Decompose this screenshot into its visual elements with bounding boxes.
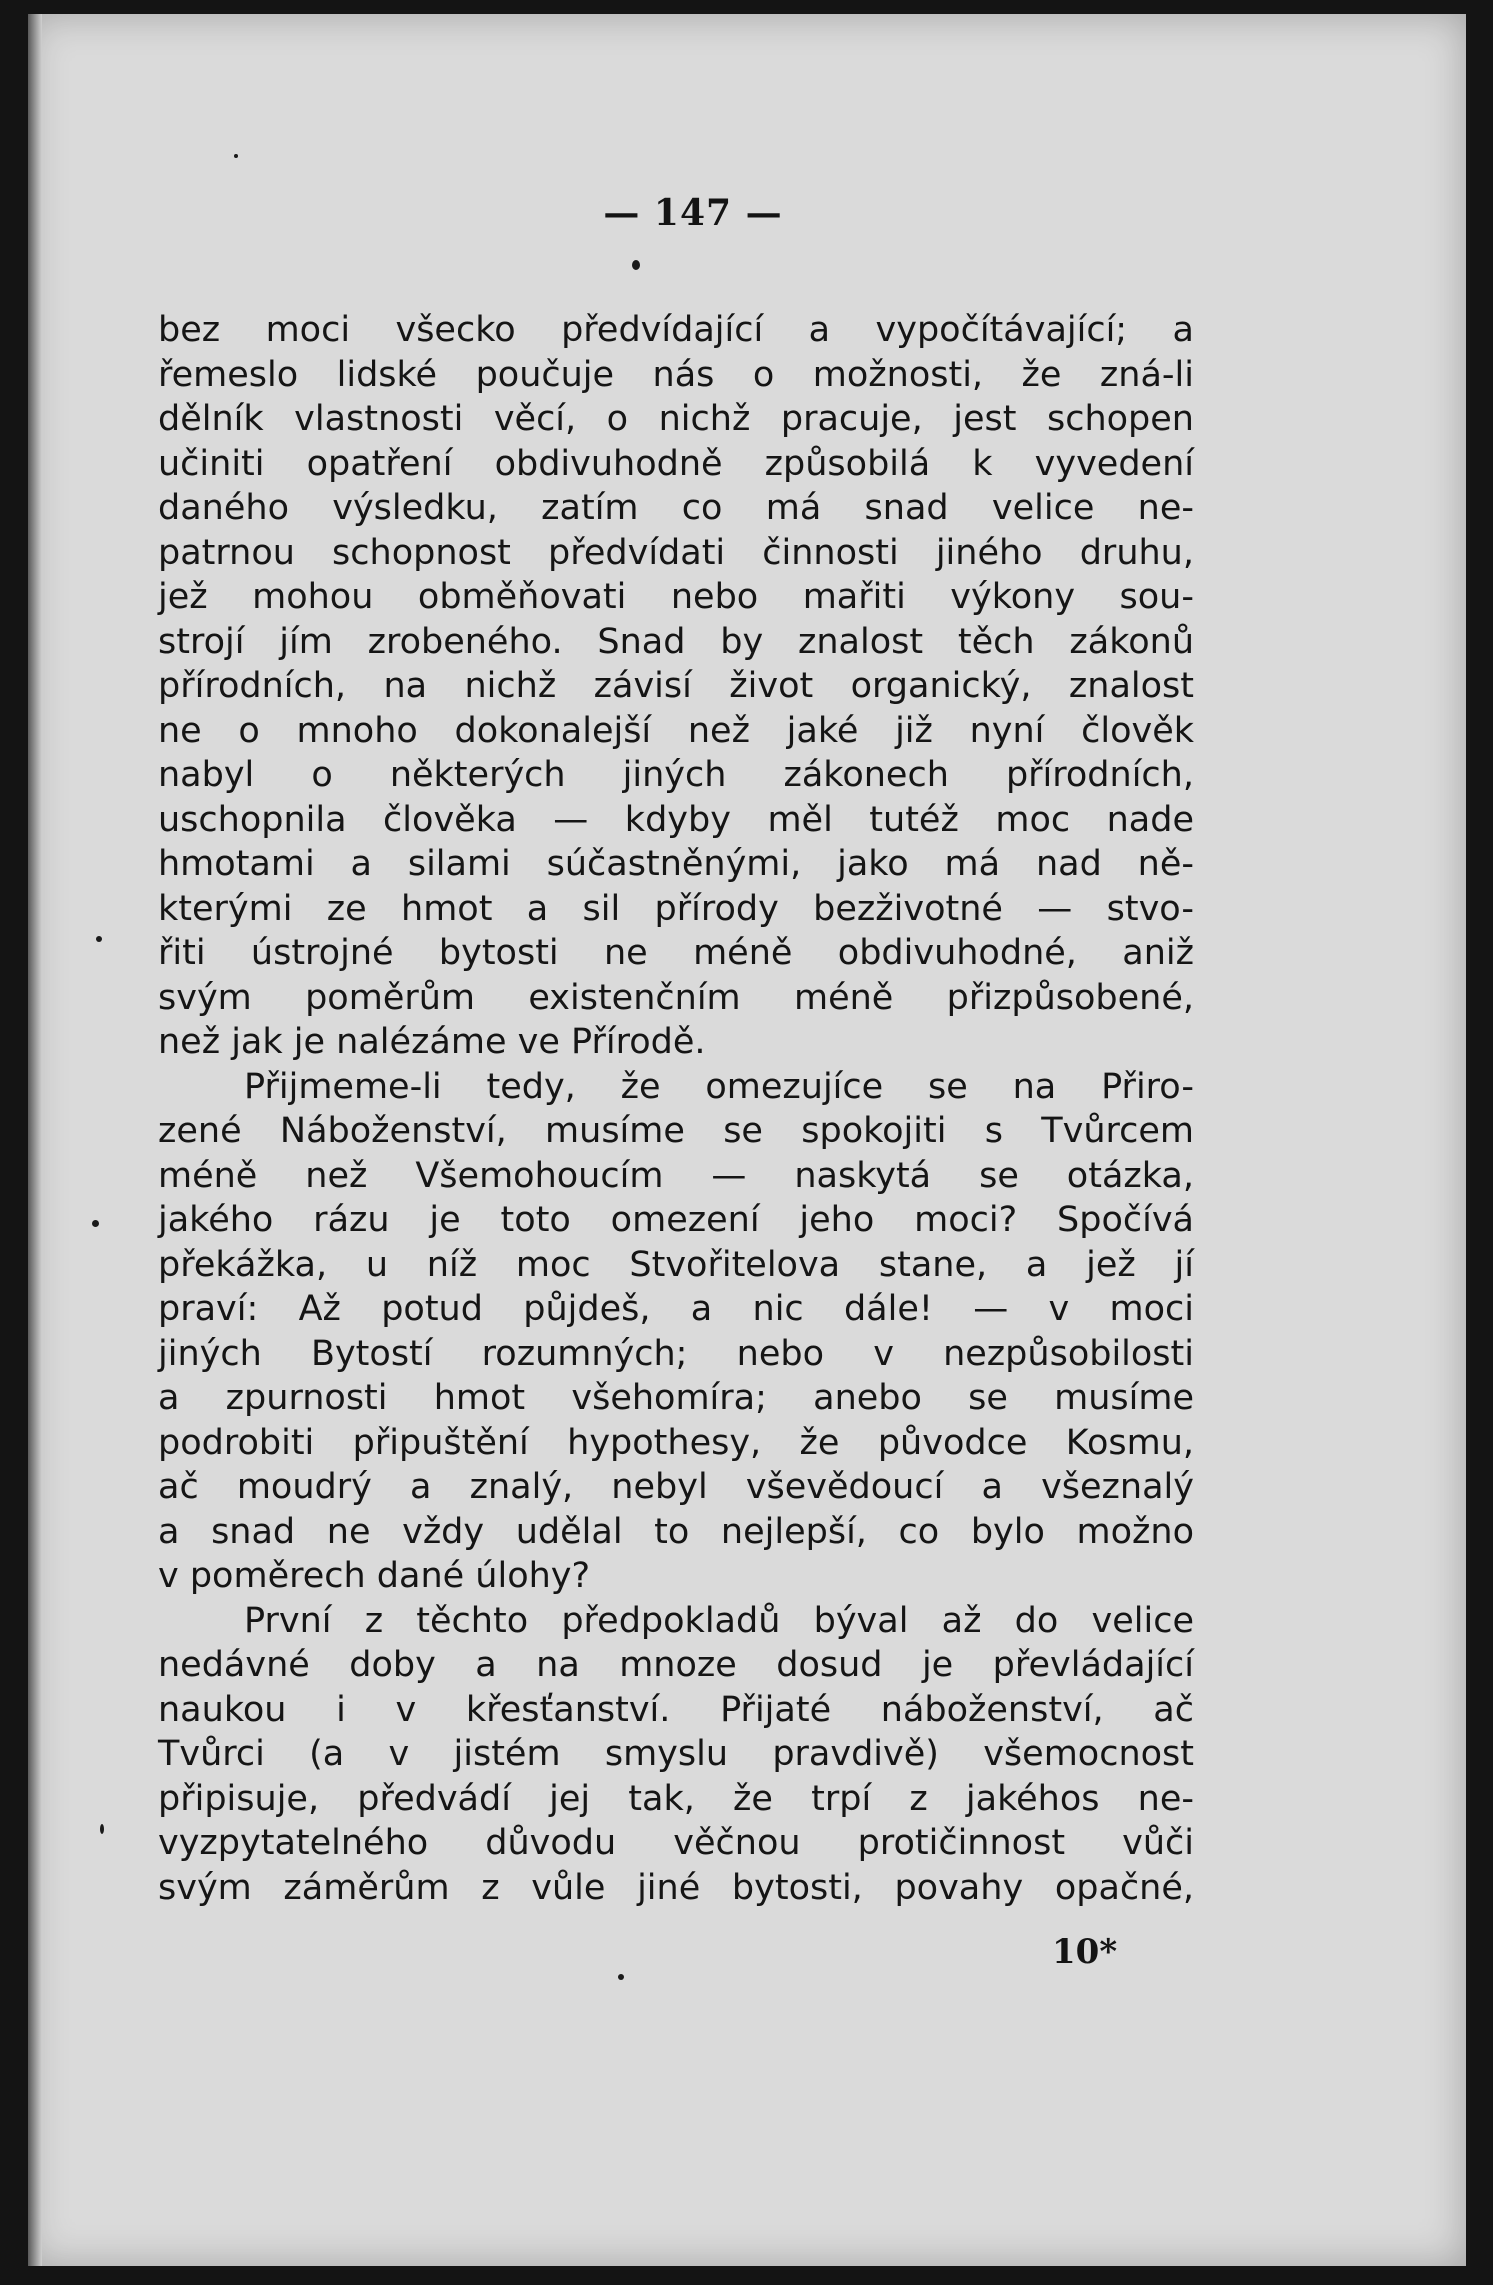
text-line: nabyl o některých jiných zákonech přírodních, [158, 755, 1194, 795]
text-line: zené Náboženství, musíme se spokojiti s Tvůrcem [158, 1111, 1194, 1151]
text-line: řiti ústrojné bytosti ne méně obdivuhodné, aniž [158, 933, 1194, 973]
text-line: uschopnila člověka — kdyby měl tutéž moc nade [158, 799, 1194, 840]
text-line: vyzpytatelného důvodu věčnou protičinnost vůči [158, 1823, 1194, 1863]
text-line: První z těchto předpokladů býval až do velice [244, 1600, 1194, 1641]
text-line: Přijmeme-li tedy, že omezujíce se na Přiro- [244, 1066, 1194, 1107]
text-line: patrnou schopnost předvídati činnosti jiného druhu, [158, 532, 1194, 573]
page-binding-edge [28, 14, 42, 2266]
text-line: kterými ze hmot a sil přírody bezživotné — stvo- [158, 888, 1194, 929]
text-line: překážka, u níž moc Stvořitelova stane, a jež jí [158, 1244, 1194, 1285]
text-line: strojí jím zrobeného. Snad by znalost těch zákonů [158, 621, 1194, 662]
text-line: a snad ne vždy udělal to nejlepší, co bylo možno [158, 1511, 1194, 1552]
text-line: méně než Všemohoucím — naskytá se otázka, [158, 1155, 1194, 1196]
text-line: bez moci všecko předvídající a vypočítávající; a [158, 310, 1194, 350]
text-line: ač moudrý a znalý, nebyl vševědoucí a všeznalý [158, 1467, 1194, 1507]
ink-speck [234, 154, 238, 158]
ink-speck [618, 1974, 624, 1980]
text-line: v poměrech dané úlohy? [158, 1556, 591, 1596]
text-line: jakého rázu je toto omezení jeho moci? Spočívá [158, 1200, 1194, 1240]
text-line: jež mohou obměňovati nebo mařiti výkony sou- [158, 577, 1194, 617]
text-line: Tvůrci (a v jistém smyslu pravdivě) všemocnost [158, 1734, 1194, 1774]
ink-speck [96, 936, 102, 942]
text-line: daného výsledku, zatím co má snad velice ne- [158, 488, 1194, 528]
text-line: učiniti opatření obdivuhodně způsobilá k vyvedení [158, 443, 1194, 484]
text-line: jiných Bytostí rozumných; nebo v nezpůsobilosti [158, 1333, 1194, 1374]
text-line: nedávné doby a na mnoze dosud je převládající [158, 1645, 1194, 1685]
text-line: hmotami a silami súčastněnými, jako má nad ně- [158, 844, 1194, 884]
text-line: ne o mnoho dokonalejší než jaké již nyní člověk [158, 710, 1194, 751]
body-text [158, 308, 1194, 1910]
text-line: svým poměrům existenčním méně přizpůsobené, [158, 977, 1194, 1018]
text-line: podrobiti připuštění hypothesy, že původce Kosmu, [158, 1422, 1194, 1463]
text-line: než jak je nalézáme ve Přírodě. [158, 1022, 706, 1062]
signature-mark: 10* [1052, 1932, 1118, 1972]
text-line: přírodních, na nichž závisí život organický, znalost [158, 666, 1194, 706]
text-line: připisuje, předvádí jej tak, že trpí z jakéhos ne- [158, 1778, 1194, 1819]
text-line: svým záměrům z vůle jiné bytosti, povahy opačné, [158, 1867, 1194, 1908]
page-number-header: — 147 — [603, 192, 783, 234]
ink-speck [92, 1220, 99, 1227]
text-line: a zpurnosti hmot všehomíra; anebo se musíme [158, 1378, 1194, 1418]
text-line: dělník vlastnosti věcí, o nichž pracuje, jest schopen [158, 399, 1194, 439]
ink-speck [632, 260, 640, 270]
book-page [28, 14, 1466, 2266]
text-line: naukou i v křesťanství. Přijaté náboženství, ač [158, 1689, 1194, 1730]
text-line: řemeslo lidské poučuje nás o možnosti, že zná-li [158, 354, 1194, 395]
text-line: praví: Až potud půjdeš, a nic dále! — v moci [158, 1289, 1194, 1329]
ink-speck [100, 1824, 104, 1834]
